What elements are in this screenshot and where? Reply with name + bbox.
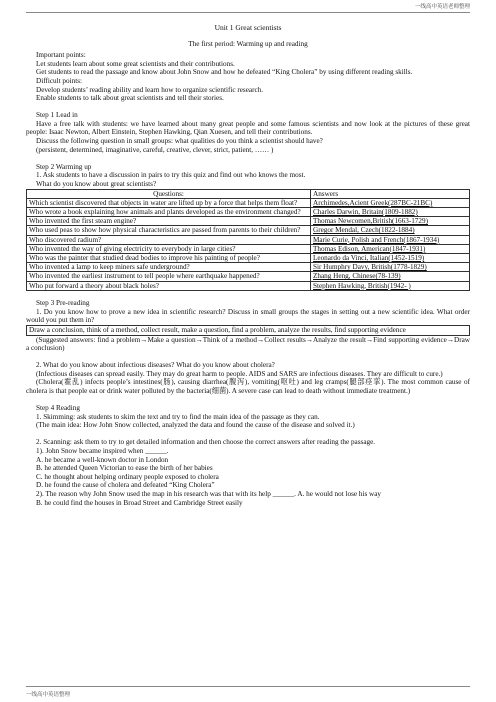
answer-option: B. he could find the houses in Broad Street and Cambridge Street easily: [36, 498, 243, 507]
page-header: 一线高中英语老师整理: [414, 4, 470, 10]
step3-answer2: (Infectious diseases can spread easily. They may do great harm to people. AIDS and SARS are infectious diseases. They are difficult to cure.): [36, 369, 443, 378]
step1-question: Discuss the following question in small groups: what qualities do you think a scientist should have?: [36, 137, 323, 146]
answer-cell: Charles Darwin, Britain(1809-1882): [311, 207, 470, 216]
answer-option: D. he found the cause of cholera and defeated “King Cholera”: [36, 481, 215, 490]
step3-heading: Step 3 Pre-reading: [36, 299, 90, 308]
step2-subquestion: What do you know about great scientists?: [36, 179, 157, 188]
answer-cell: Leonardo da Vinci, Italian(1452-1519): [311, 253, 470, 262]
important-point: Get students to read the passage and know about John Snow and how he defeated “King Cholera” by using different reading skills.: [36, 68, 413, 77]
step4-main-idea: (The main idea: How John Snow collected, analyzed the data and found the cause of the disease and solved it.): [36, 421, 355, 430]
difficult-points-label: Difficult points:: [36, 76, 82, 85]
answer-cell: Gregor Mendal, Czech(1822-1884): [311, 226, 470, 235]
reading-question-2: 2). The reason why John Snow used the map in his research was that with its help ______. A. he would not lose his way: [36, 490, 382, 499]
table-row: [27, 198, 470, 207]
question-cell: Who discovered radium?: [27, 235, 311, 244]
table-row: [27, 207, 470, 216]
answer-cell: Archimedes,Acient Greek(287BC-21BC): [311, 198, 470, 207]
column-header-answers: Answers: [311, 189, 470, 198]
step1-answer: (persistent, determined, imaginative, careful, creative, clever, strict, patient, …… ): [36, 145, 274, 154]
table-row: [27, 281, 470, 290]
table-row: [27, 244, 470, 253]
table-row: [27, 217, 470, 226]
difficult-point: Develop students’ reading ability and learn how to organize scientific research.: [36, 85, 264, 94]
important-points-label: Important points:: [36, 51, 86, 60]
step3-answer3: (Cholera(霍乱) infects people’s intestines(肠), causing diarrhea(腹泻), vomiting(呕吐) and leg cramps(腿部痉挛). The most common cause of cholera is that people eat or drink water polluted by the bacteria(细菌). A severe case can lead to death without immediate treatment.): [26, 378, 470, 396]
step1-paragraph: Have a free talk with students: we have learned about many great people and some famous scientists and now look at the pictures of these great people: Isaac Newton, Albert Einstein, Stephen Hawking, Qian Xuesen, and tell their contributions.: [26, 119, 470, 137]
question-cell: Who used peas to show how physical characteristics are passed from parents to their children?: [27, 226, 311, 235]
unit-title: Unit 1 Great scientists: [214, 23, 282, 32]
reading-question-1: 1). John Snow became inspired when ______.: [36, 447, 169, 456]
question-cell: Who invented a lamp to keep miners safe underground?: [27, 263, 311, 272]
answer-cell: Sir Humphry Davy, British(1778-1829): [311, 263, 470, 272]
step4-scanning: 2. Scanning: ask them to try to get detailed information and then choose the correct answers after reading the passage.: [36, 438, 376, 447]
table-row: [27, 253, 470, 262]
step3-question1: 1. Do you know how to prove a new idea in scientific research? Discuss in small groups the stages in setting out a new scientific idea. What order would you put them in?: [26, 307, 470, 325]
question-cell: Which scientist discovered that objects in water are lifted up by a force that helps them float?: [27, 198, 311, 207]
table-row: [27, 226, 470, 235]
answer-cell: Stephen Hawking, British(1942- ): [311, 281, 470, 290]
question-cell: Who put forward a theory about black holes?: [27, 281, 311, 290]
question-cell: Who invented the earliest instrument to tell people where earthquake happened?: [27, 272, 311, 281]
answer-cell: Thomas Newcomen,British(1663-1729): [311, 217, 470, 226]
period-subtitle: The first period: Warming up and reading: [188, 39, 308, 48]
stages-box: Draw a conclusion, think of a method, collect result, make a question, find a problem, analyze the results, find supporting evidence: [26, 325, 470, 336]
question-cell: Who was the painter that studied dead bodies to improve his painting of people?: [27, 253, 311, 262]
footer-rule: [26, 686, 470, 687]
table-row: [27, 272, 470, 281]
step2-heading: Step 2 Warming up: [36, 162, 92, 171]
step3-question2: 2. What do you know about infectious diseases? What do you know about cholera?: [36, 361, 275, 370]
step1-heading: Step 1 Lead in: [36, 111, 78, 120]
step2-instruction: 1. Ask students to have a discussion in pairs to try this quiz and find out who knows the most.: [36, 171, 306, 180]
answer-cell: Marie Curie, Polish and French(1867-1934): [311, 235, 470, 244]
important-point: Let students learn about some great scientists and their contributions.: [36, 59, 235, 68]
table-header-row: [27, 189, 470, 198]
question-cell: Who invented the way of giving electricity to everybody in large cities?: [27, 244, 311, 253]
answer-option: B. he attended Queen Victorian to ease the birth of her babies: [36, 464, 213, 473]
step4-skimming: 1. Skimming: ask students to skim the text and try to find the main idea of the passage as they can.: [36, 412, 320, 421]
question-cell: Who invented the first steam engine?: [27, 217, 311, 226]
table-row: [27, 235, 470, 244]
answer-option: C. he thought about helping ordinary people exposed to cholera: [36, 472, 219, 481]
column-header-questions: Questions:: [27, 189, 311, 198]
answer-option: A. he became a well-known doctor in London: [36, 455, 169, 464]
step3-answer1: (Suggested answers: find a problem→Make a question→Think of a method→Collect results→Analyze the result→Find supporting evidence→Draw a conclusion): [26, 335, 470, 353]
table-row: [27, 263, 470, 272]
difficult-point: Enable students to talk about great scientists and tell their stories.: [36, 94, 224, 103]
answer-cell: Zhang Heng, Chinese(78-139): [311, 272, 470, 281]
answer-cell: Thomas Edison, American(1847-1931): [311, 244, 470, 253]
header-rule: [26, 12, 470, 13]
question-cell: Who wrote a book explaining how animals and plants developed as the environment changed?: [27, 207, 311, 216]
page-footer: 一线高中英语整理: [26, 692, 71, 698]
document-body: [26, 24, 470, 507]
quiz-table: [26, 189, 470, 291]
step4-heading: Step 4 Reading: [36, 404, 80, 413]
